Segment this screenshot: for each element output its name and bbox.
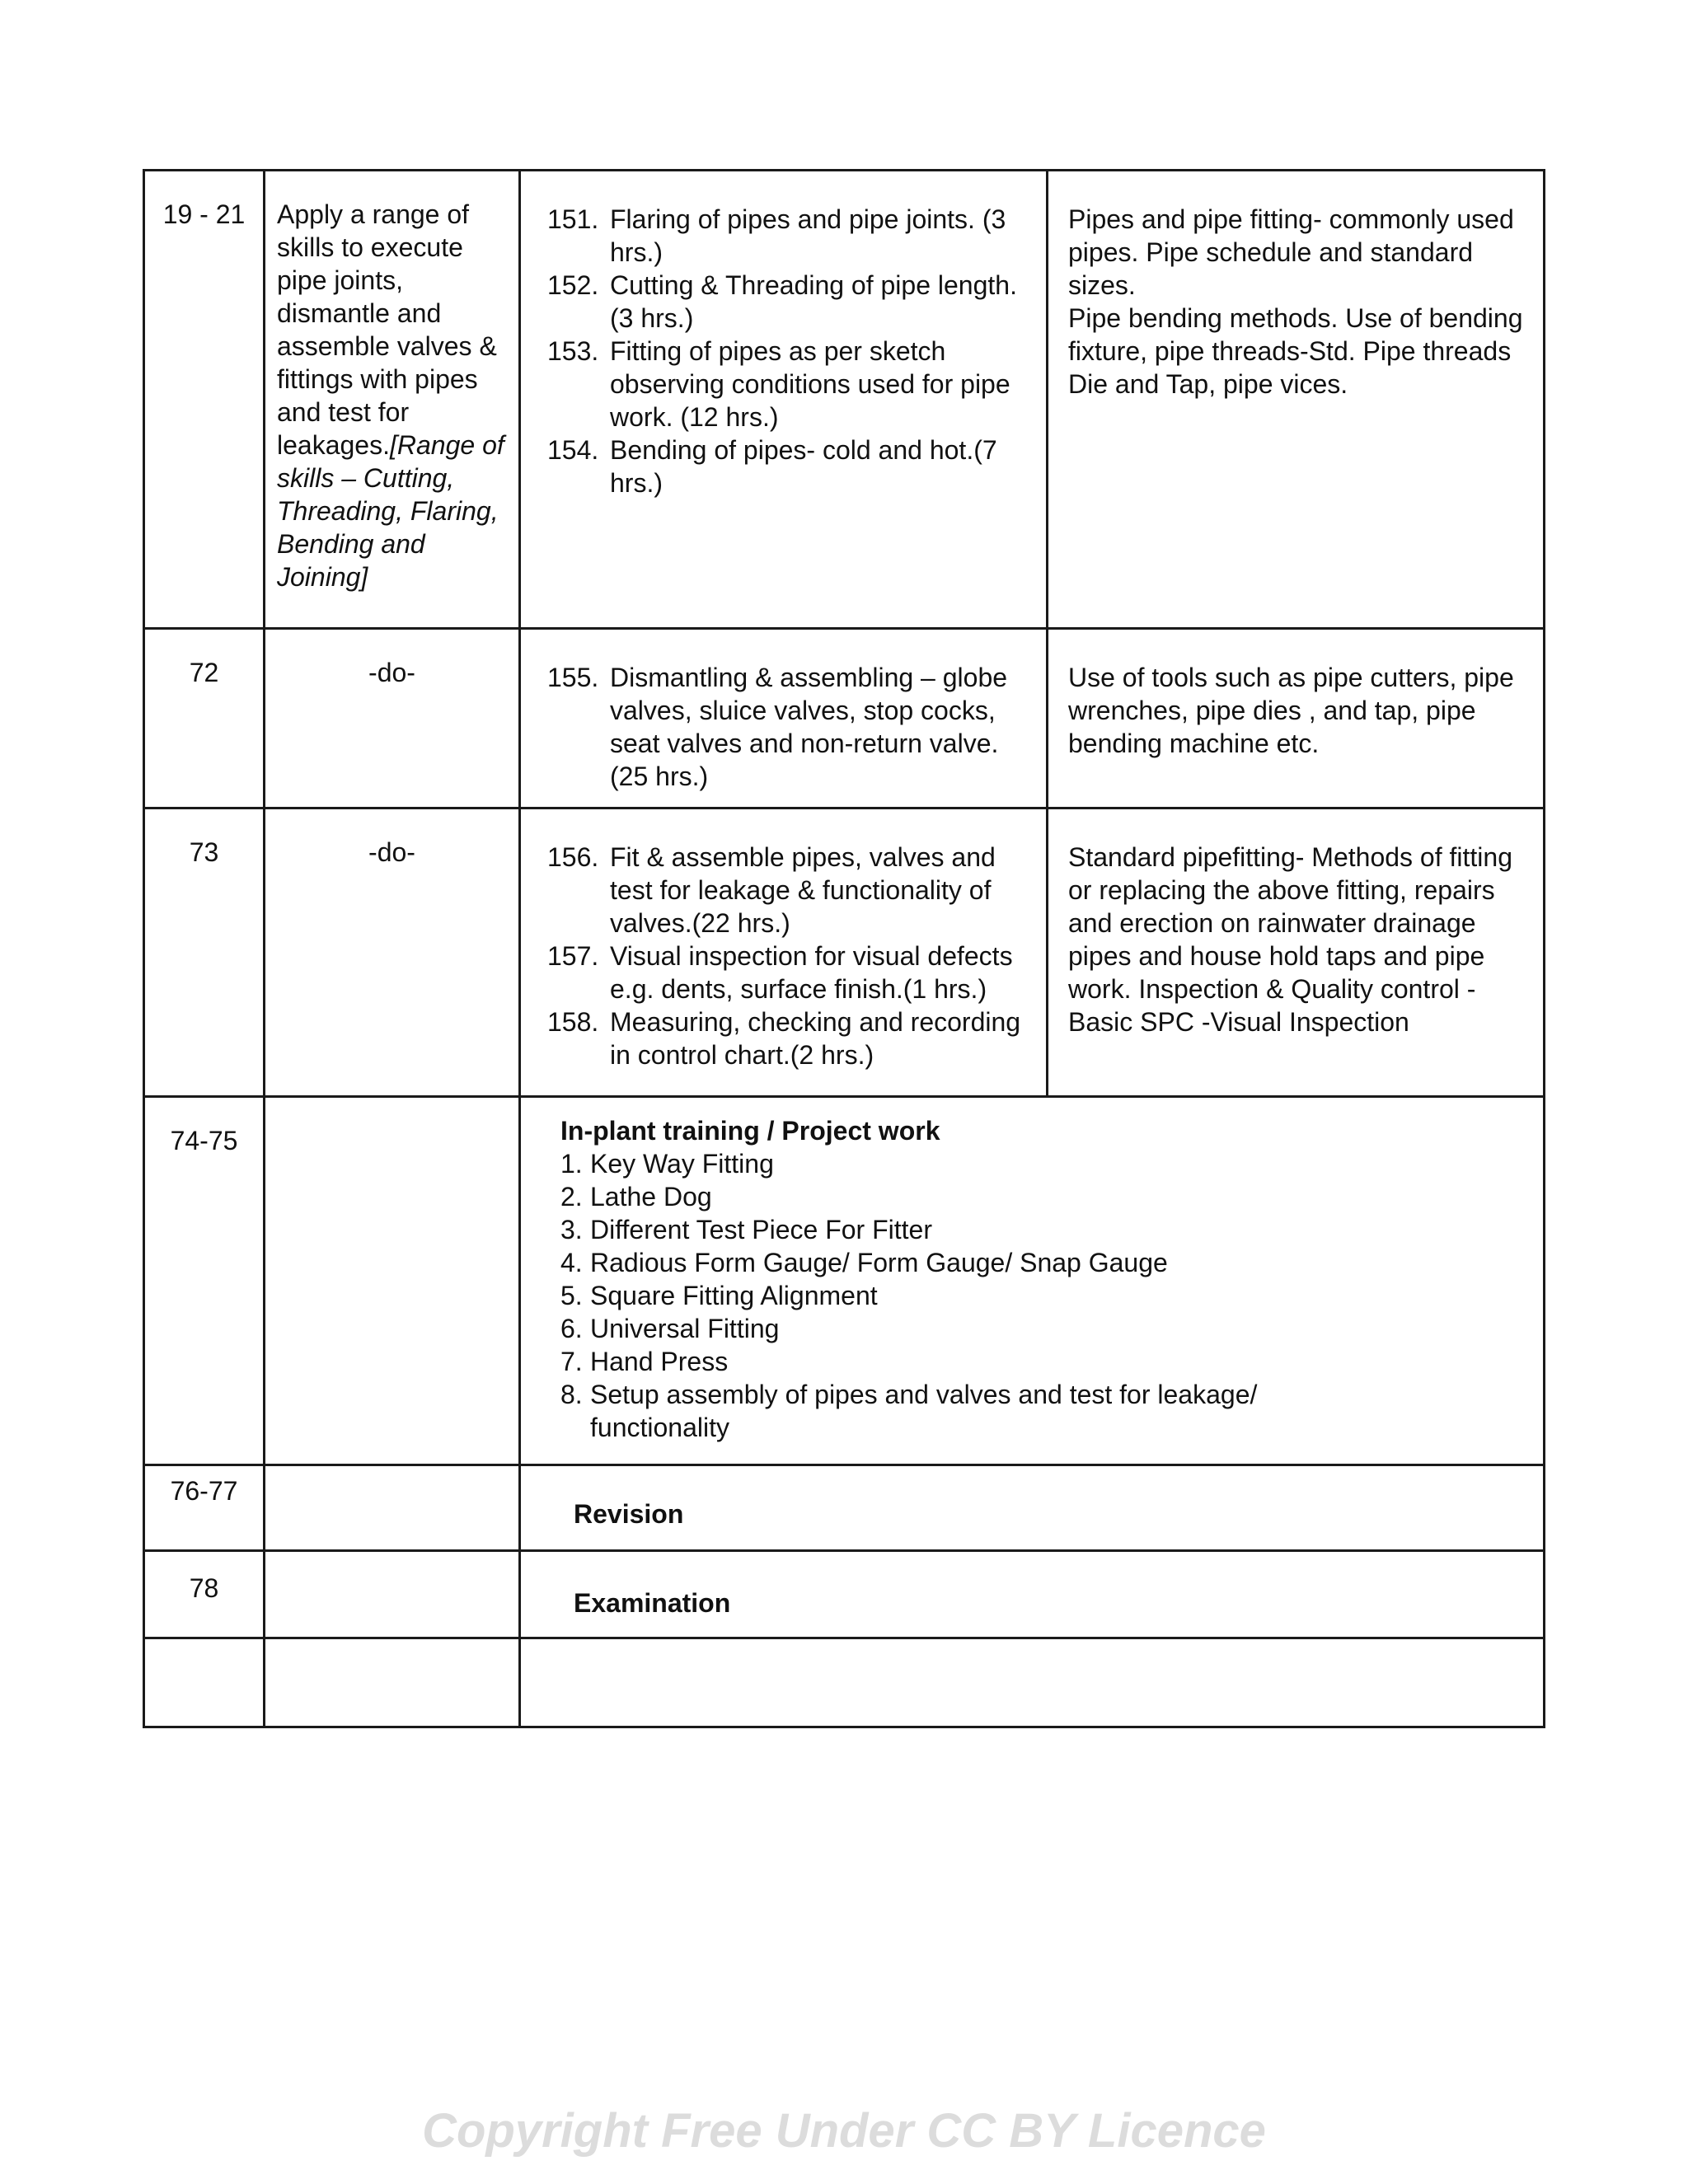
learning-outcome-cell: [265, 171, 520, 629]
exercise-number: 153.: [547, 336, 599, 366]
learning-outcome-cell: -do-: [265, 808, 520, 1097]
inplant-training-cell: [520, 1097, 1545, 1465]
professional-skills-cell: [520, 171, 1048, 629]
week-cell: 78: [144, 1551, 265, 1638]
exercise-item: [547, 269, 1029, 335]
learning-outcome-cell: [265, 1551, 520, 1638]
project-text: Radious Form Gauge/ Form Gauge/ Snap Gauge: [590, 1248, 1168, 1277]
outcome-text: Apply a range of skills to execute pipe joints, dismantle and assemble valves & fittings with pipes and test for leakages.: [277, 199, 497, 460]
exercise-number: 157.: [547, 941, 599, 971]
knowledge-text: Use of tools such as pipe cutters, pipe wrenches, pipe dies , and tap, pipe bending machine etc.: [1068, 663, 1514, 758]
syllabus-table: [143, 169, 1545, 1728]
project-text: Lathe Dog: [590, 1182, 712, 1212]
exercise-text: Flaring of pipes and pipe joints. (3 hrs.): [610, 204, 1006, 267]
knowledge-text: Pipes and pipe fitting- commonly used pipes. Pipe schedule and standard sizes.: [1068, 204, 1514, 300]
week-cell: 76-77: [144, 1465, 265, 1551]
exercise-number: 154.: [547, 435, 599, 465]
project-item: [560, 1378, 1526, 1444]
project-item: [560, 1147, 1526, 1180]
project-number: 5.: [560, 1281, 583, 1310]
exercise-item: [547, 434, 1029, 499]
exercise-text: Visual inspection for visual defects e.g. dents, surface finish.(1 hrs.): [610, 941, 1013, 1004]
table-row: [144, 1097, 1545, 1465]
exercise-number: 158.: [547, 1007, 599, 1037]
learning-outcome-cell: [265, 1465, 520, 1551]
project-number: 1.: [560, 1149, 583, 1179]
exercise-number: 156.: [547, 842, 599, 872]
exercise-number: 155.: [547, 663, 599, 692]
project-number: 7.: [560, 1347, 583, 1376]
project-text: Key Way Fitting: [590, 1149, 774, 1179]
inplant-title: In-plant training / Project work: [560, 1116, 940, 1146]
project-text: Square Fitting Alignment: [590, 1281, 878, 1310]
exercise-number: 152.: [547, 270, 599, 300]
exercise-number: 151.: [547, 204, 599, 234]
learning-outcome-cell: -do-: [265, 629, 520, 808]
project-item: [560, 1279, 1526, 1312]
exercise-text: Dismantling & assembling – globe valves, sluice valves, stop cocks, seat valves and non-return valve. (25 hrs.): [610, 663, 1008, 791]
project-item: [560, 1246, 1526, 1279]
exercise-item: [547, 203, 1029, 269]
project-item: [560, 1312, 1526, 1345]
exercise-text: Bending of pipes- cold and hot.(7 hrs.): [610, 435, 997, 498]
project-item: [560, 1180, 1526, 1213]
examination-label: Examination: [520, 1551, 1545, 1638]
revision-label: Revision: [520, 1465, 1545, 1551]
project-item: [560, 1213, 1526, 1246]
exercise-item: [547, 661, 1029, 793]
exercise-item: [547, 841, 1029, 940]
exercise-item: [547, 335, 1029, 434]
week-cell: 19 - 21: [144, 171, 265, 629]
knowledge-text: Standard pipefitting- Methods of fitting or replacing the above fitting, repairs and erection on rainwater drainage pipes and house hold taps and pipe work. Inspection & Quality control -Basic SPC -Visual Inspection: [1068, 842, 1512, 1037]
project-number: 4.: [560, 1248, 583, 1277]
exercise-item: [547, 1005, 1029, 1071]
week-cell: 74-75: [144, 1097, 265, 1465]
table-row: [144, 808, 1545, 1097]
empty-cell: [520, 1638, 1545, 1727]
project-text: Hand Press: [590, 1347, 729, 1376]
professional-skills-cell: [520, 808, 1048, 1097]
project-text: Setup assembly of pipes and valves and test for leakage/ functionality: [590, 1380, 1258, 1442]
copyright-watermark: Copyright Free Under CC BY Licence: [422, 2104, 1266, 2158]
table-row: [144, 1551, 1545, 1638]
project-number: 2.: [560, 1182, 583, 1212]
exercise-text: Fit & assemble pipes, valves and test for leakage & functionality of valves.(22 hrs.): [610, 842, 996, 938]
project-text: Different Test Piece For Fitter: [590, 1215, 932, 1244]
exercise-text: Measuring, checking and recording in control chart.(2 hrs.): [610, 1007, 1021, 1070]
professional-knowledge-cell: [1048, 629, 1545, 808]
table-row: [144, 629, 1545, 808]
exercise-text: Cutting & Threading of pipe length.(3 hrs.): [610, 270, 1017, 333]
project-text: Universal Fitting: [590, 1314, 780, 1343]
knowledge-text: Pipe bending methods. Use of bending fixture, pipe threads-Std. Pipe threads Die and Tap, pipe vices.: [1068, 303, 1523, 399]
professional-knowledge-cell: [1048, 808, 1545, 1097]
table-row: [144, 1638, 1545, 1727]
project-item: [560, 1345, 1526, 1378]
table-row: [144, 1465, 1545, 1551]
table-row: [144, 171, 1545, 629]
project-number: 8.: [560, 1380, 583, 1409]
learning-outcome-cell: [265, 1638, 520, 1727]
exercise-item: [547, 940, 1029, 1005]
project-number: 6.: [560, 1314, 583, 1343]
exercise-text: Fitting of pipes as per sketch observing conditions used for pipe work. (12 hrs.): [610, 336, 1010, 432]
project-number: 3.: [560, 1215, 583, 1244]
week-cell: 72: [144, 629, 265, 808]
learning-outcome-cell: [265, 1097, 520, 1465]
outcome-range-note: [Range of skills – Cutting, Threading, Flaring, Bending and Joining]: [277, 430, 504, 592]
week-cell: 73: [144, 808, 265, 1097]
professional-knowledge-cell: [1048, 171, 1545, 629]
professional-skills-cell: [520, 629, 1048, 808]
week-cell: [144, 1638, 265, 1727]
